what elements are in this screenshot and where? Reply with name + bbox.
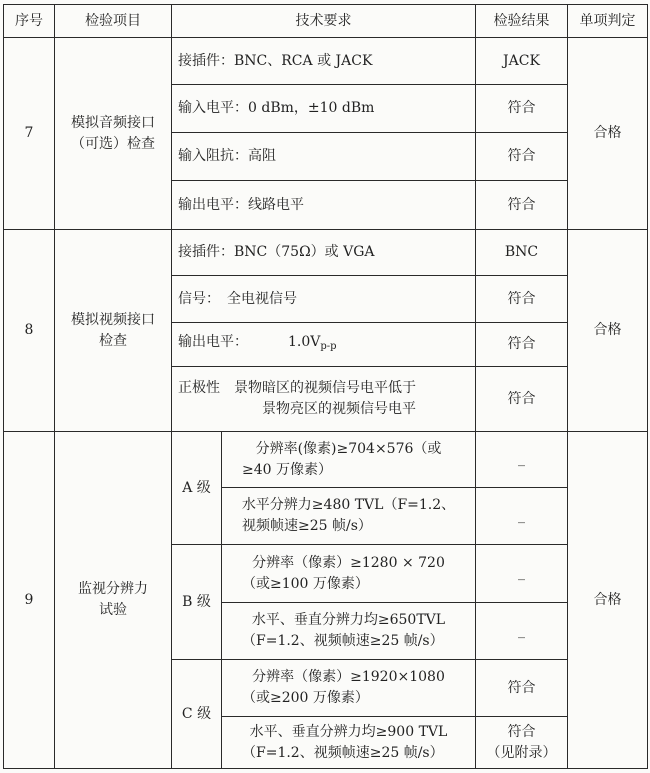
level-cell: C 级: [172, 660, 222, 769]
requirement-line: （F=1.2、视频帧速≥25 帧/s）: [242, 633, 444, 649]
result-cell: _: [476, 603, 568, 660]
item-line: 试验: [99, 602, 127, 618]
requirement-cell: [222, 603, 476, 660]
result-line: 符合: [507, 723, 536, 740]
result-cell: 符合: [476, 181, 568, 230]
result-cell: BNC: [476, 230, 568, 276]
header-requirement: 技术要求: [172, 5, 476, 38]
requirement-line: 分辨率（像素）≥1920×1080: [252, 669, 445, 685]
requirement-cell: 输出电平：线路电平: [172, 181, 476, 230]
result-cell: 符合: [476, 276, 568, 323]
requirement-cell: 接插件：BNC、RCA 或 JACK: [172, 38, 476, 85]
requirement-line: （或≥100 万像素）: [242, 575, 369, 592]
verdict-cell: 合格: [568, 38, 648, 230]
table-row: [4, 432, 648, 488]
header-result: 检验结果: [476, 5, 568, 38]
result-cell: 符合: [476, 367, 568, 432]
seq-cell: 7: [4, 38, 55, 230]
item-line: 模拟视频接口: [71, 311, 155, 328]
requirement-line: 正极性 景物暗区的视频信号电平低于: [178, 380, 416, 396]
requirement-subscript: p-p: [320, 341, 337, 352]
result-line: （见附录）: [486, 744, 557, 761]
requirement-line: 分辨率（像素）≥1280 × 720: [252, 554, 445, 571]
table-row: [4, 38, 648, 85]
requirement-line: 水平分辨力≥480 TVL（F=1.2、: [241, 497, 456, 513]
result-cell: _: [476, 432, 568, 488]
requirement-cell: [222, 660, 476, 717]
result-cell: _: [476, 545, 568, 603]
level-cell: A 级: [172, 432, 222, 545]
header-item: 检验项目: [55, 5, 172, 38]
result-cell: _: [476, 488, 568, 545]
seq-cell: 8: [4, 230, 55, 432]
requirement-cell: [172, 323, 476, 367]
header-seq: 序号: [4, 5, 55, 38]
table-row: [4, 230, 648, 276]
verdict-cell: 合格: [568, 230, 648, 432]
requirement-line: 分辨率(像素)≥704×576（或: [255, 440, 442, 457]
result-cell: [476, 717, 568, 769]
header-verdict: 单项判定: [568, 5, 648, 38]
header-row: [4, 5, 648, 38]
item-line: 检查: [99, 332, 127, 349]
requirement-line: （或≥200 万像素）: [242, 690, 369, 706]
item-cell: [55, 38, 172, 230]
requirement-cell: 接插件：BNC（75Ω）或 VGA: [172, 230, 476, 276]
item-line: 模拟音频接口: [71, 114, 155, 131]
requirement-line: 视频帧速≥25 帧/s）: [242, 518, 372, 534]
requirement-label: 输出电平：: [178, 334, 248, 350]
requirement-cell: [222, 488, 476, 545]
result-cell: 符合: [476, 85, 568, 133]
result-cell: JACK: [476, 38, 568, 85]
requirement-cell: 输入阻抗：高阻: [172, 133, 476, 181]
result-cell: 符合: [476, 323, 568, 367]
verdict-cell: 合格: [568, 432, 648, 769]
result-cell: 符合: [476, 660, 568, 717]
requirement-line: （F=1.2、视频帧速≥25 帧/s）: [242, 744, 444, 761]
item-cell: [55, 230, 172, 432]
inspection-table: [3, 4, 648, 769]
requirement-value: 1.0V: [288, 334, 321, 350]
requirement-cell: [222, 432, 476, 488]
item-cell: [55, 432, 172, 769]
requirement-line: 景物亮区的视频信号电平: [262, 401, 416, 417]
item-line: （可选）检查: [71, 135, 155, 152]
requirement-cell: [172, 367, 476, 432]
requirement-line: 水平、垂直分辨力均≥650TVL: [251, 612, 446, 628]
result-cell: 符合: [476, 133, 568, 181]
level-cell: B 级: [172, 545, 222, 660]
requirement-cell: 输入电平：0 dBm，±10 dBm: [172, 85, 476, 133]
requirement-cell: [222, 545, 476, 603]
seq-cell: 9: [4, 432, 55, 769]
requirement-cell: [222, 717, 476, 769]
item-line: 监视分辨力: [78, 581, 148, 597]
requirement-cell: 信号： 全电视信号: [172, 276, 476, 323]
requirement-line: 水平、垂直分辨力均≥900 TVL: [249, 723, 448, 740]
requirement-line: ≥40 万像素）: [242, 461, 332, 478]
